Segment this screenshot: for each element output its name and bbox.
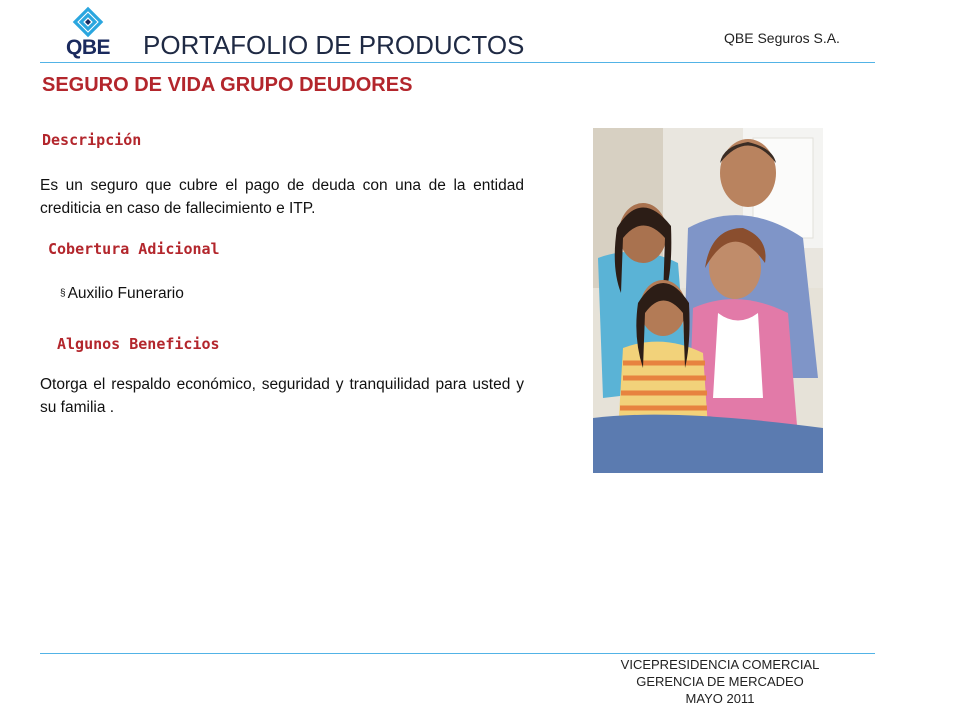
logo-text: QBE (66, 36, 111, 59)
footer-divider (40, 653, 875, 654)
description-text: Es un seguro que cubre el pago de deuda con una de la entidad crediticia en caso de fallecimiento e ITP. (40, 177, 524, 217)
coverage-heading: Cobertura Adicional (48, 240, 220, 258)
product-title: SEGURO DE VIDA GRUPO DEUDORES (42, 74, 413, 96)
benefits-text: Otorga el respaldo económico, seguridad y tranquilidad para usted y su familia . (40, 376, 524, 416)
coverage-item-label: Auxilio Funerario (67, 285, 184, 302)
family-photo (593, 128, 823, 473)
footer-department: VICEPRESIDENCIA COMERCIAL (620, 657, 820, 672)
coverage-list-item (60, 285, 184, 303)
footer-management: GERENCIA DE MERCADEO (636, 674, 804, 689)
company-name: QBE Seguros S.A. (724, 30, 840, 46)
header-divider (40, 62, 875, 63)
benefits-heading: Algunos Beneficios (57, 335, 220, 353)
bullet-icon: § (60, 288, 66, 299)
description-heading: Descripción (42, 131, 142, 149)
footer-date: MAYO 2011 (685, 691, 755, 706)
page-title: PORTAFOLIO DE PRODUCTOS (143, 30, 525, 60)
